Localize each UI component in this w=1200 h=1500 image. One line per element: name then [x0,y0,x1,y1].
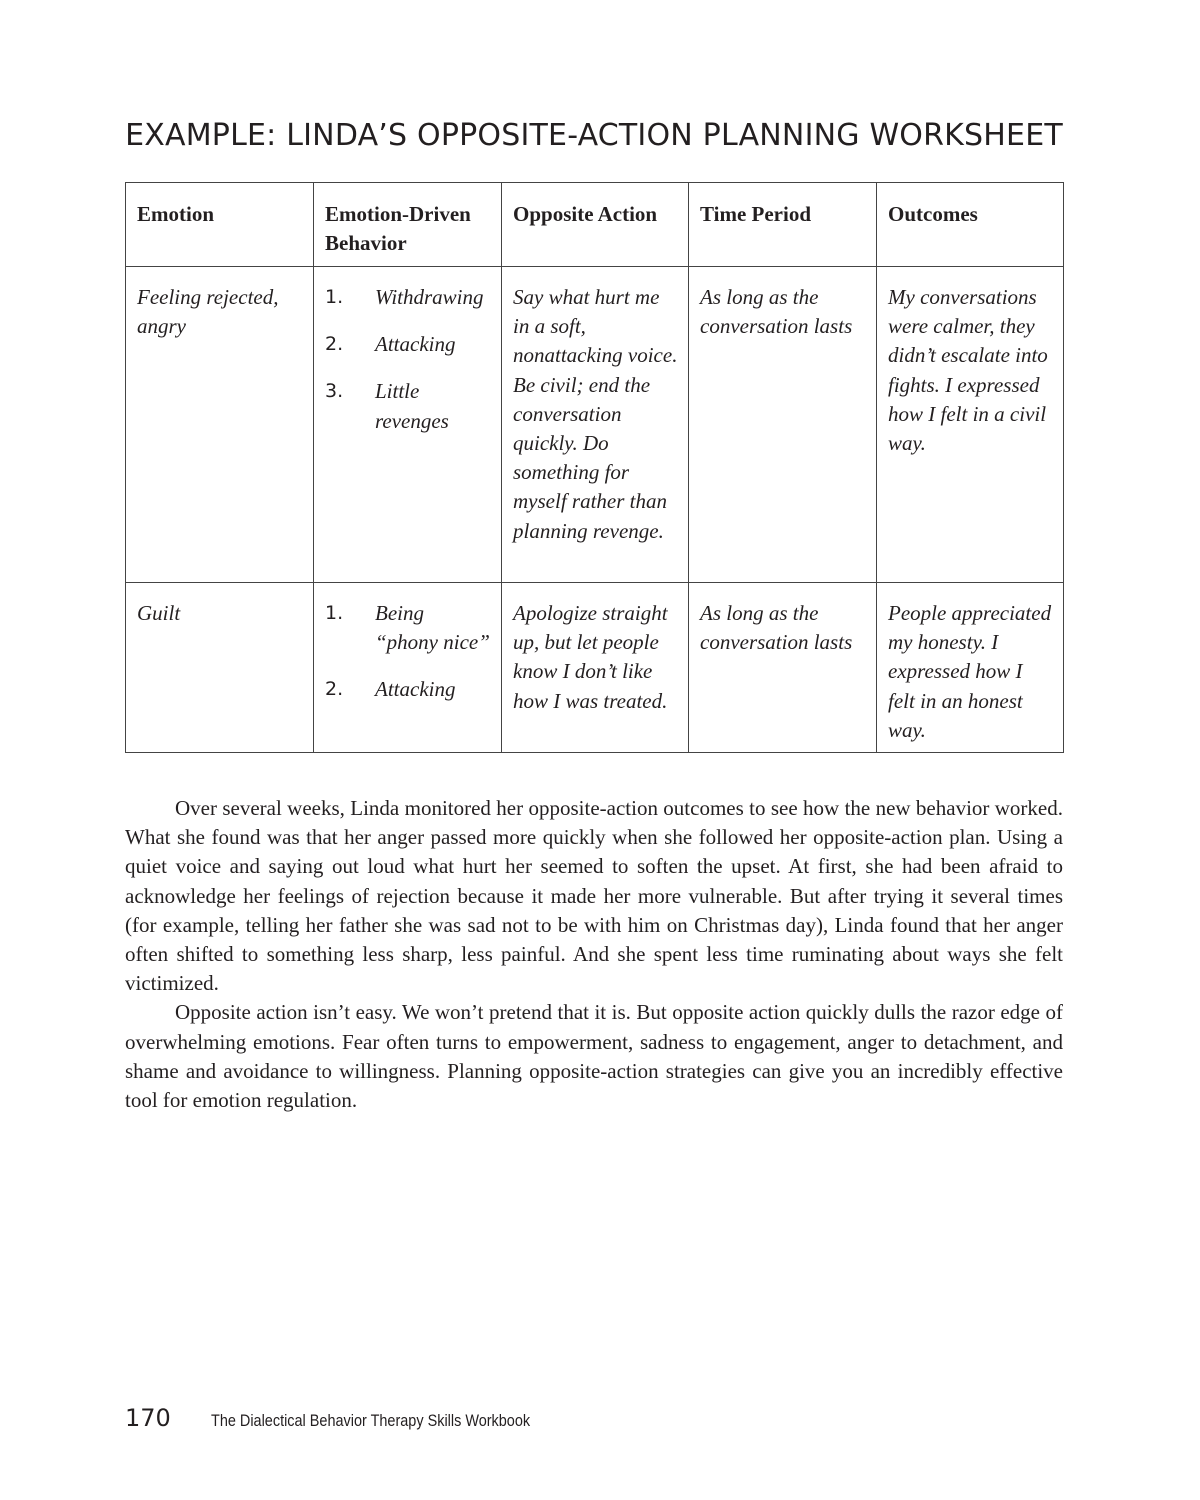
behavior-list [325,599,491,705]
list-item [325,330,491,359]
list-number: 2. [325,678,344,701]
list-number: 3. [325,380,344,403]
list-item [325,377,491,435]
list-item [325,599,491,657]
page-title: EXAMPLE: LINDA’S OPPOSITE-ACTION PLANNING WORKSHEET [125,118,1063,153]
body-text [125,794,1063,1115]
book-title: The Dialectical Behavior Therapy Skills Workbook [210,1411,530,1430]
opposite-action-cell: Say what hurt me in a soft, nonattacking voice. Be civil; end the conversation quickly. Do something for myself rather than planning revenge. [502,267,689,583]
outcomes-cell: My conversations were calmer, they didn’t escalate into fights. I expressed how I felt in a civil way. [877,267,1064,583]
page-footer [125,1404,586,1436]
list-number: 1. [325,286,344,308]
column-header-emotion: Emotion [126,183,314,267]
paragraph: Over several weeks, Linda monitored her opposite-action outcomes to see how the new behavior worked. What she found was that her anger passed more quickly when she followed her opposite-action plan. Using a quiet voice and saying out loud what hurt her seemed to soften the upset. At first, she had been afraid to acknowledge her feelings of rejection because it made her more vulnerable. But after trying it several times (for example, telling her father she was sad not to be with him on Christmas day), Linda found that her anger often shifted to something less sharp, less painful. And she spent less time ruminating about ways she felt victimized. [125,796,1063,996]
outcomes-cell: People appreciated my honesty. I expressed how I felt in an honest way. [877,583,1064,753]
time-period-cell: As long as the conversation lasts [689,267,877,583]
emotion-cell: Feeling rejected, angry [126,267,314,583]
behavior-text: Little revenges [375,379,449,433]
list-item [325,283,491,312]
behavior-cell [314,583,502,753]
table-header-row [126,183,1064,267]
opposite-action-cell: Apologize straight up, but let people know I don’t like how I was treated. [502,583,689,753]
column-header-behavior: Emotion-Driven Behavior [314,183,502,267]
worksheet-table [125,182,1064,753]
list-number: 1. [325,602,344,624]
paragraph: Opposite action isn’t easy. We won’t pretend that it is. But opposite action quickly dulls the razor edge of overwhelming emotions. Fear often turns to empowerment, sadness to engagement, anger to detachment, and shame and avoidance to willingness. Planning opposite-action strategies can give you an incredibly effective tool for emotion regulation. [125,1000,1063,1113]
behavior-text: Withdrawing [375,285,484,309]
column-header-outcomes: Outcomes [877,183,1064,267]
column-header-time-period: Time Period [689,183,877,267]
behavior-cell [314,267,502,583]
page-number: 170 [125,1404,171,1432]
behavior-text: Attacking [375,677,456,702]
behavior-text: Being “phony nice” [375,601,490,655]
list-item [325,675,491,704]
column-header-opposite-action: Opposite Action [502,183,689,267]
list-number: 2. [325,333,344,356]
behavior-list [325,283,491,436]
table-row [126,267,1064,583]
time-period-cell: As long as the conversation lasts [689,583,877,753]
table-row [126,583,1064,753]
emotion-cell: Guilt [126,583,314,753]
behavior-text: Attacking [375,332,456,357]
